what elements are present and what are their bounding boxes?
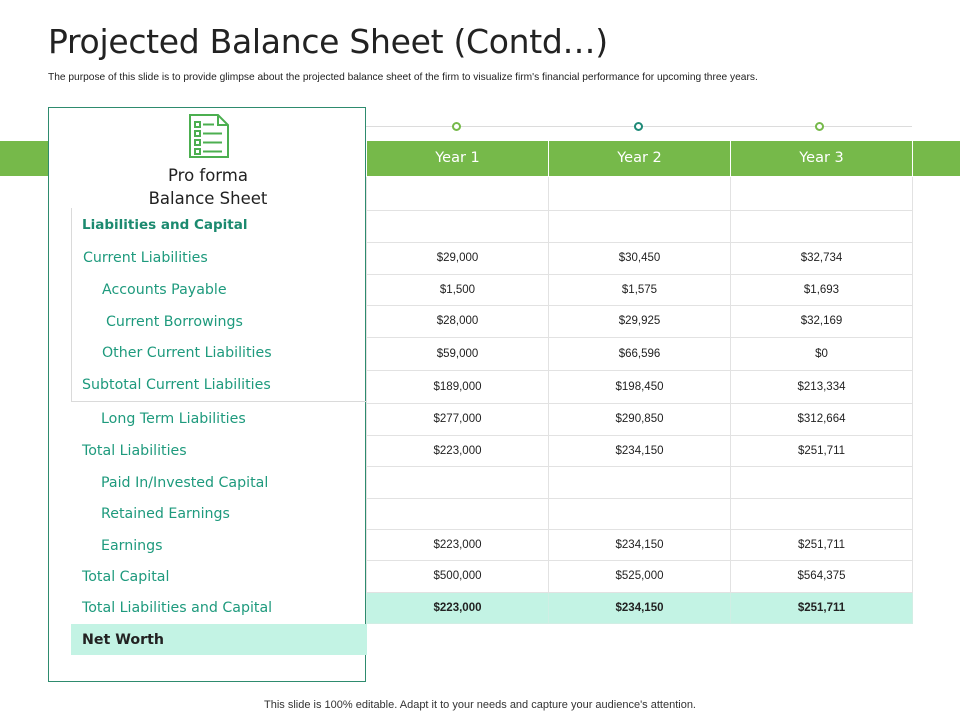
- value-row: [367, 466, 913, 498]
- year-header-3: Year 3: [731, 141, 913, 176]
- row-label: Paid In/Invested Capital: [101, 474, 269, 491]
- row-label: Subtotal Current Liabilities: [71, 369, 367, 402]
- timeline-dot-year-1: [452, 122, 461, 131]
- value-row: [367, 210, 913, 242]
- value-row: [367, 274, 913, 305]
- checklist-document-icon: [186, 113, 232, 159]
- value-cell: $312,664: [731, 403, 913, 435]
- value-cell: $1,693: [731, 274, 913, 305]
- value-cell: $59,000: [367, 337, 549, 370]
- value-cell: [367, 176, 549, 210]
- value-cell: [549, 498, 731, 529]
- value-cell: $29,925: [549, 305, 731, 337]
- value-cell: $29,000: [367, 242, 549, 274]
- panel-title-line-1: Pro forma: [167, 166, 248, 185]
- timeline-dot-year-2: [634, 122, 643, 131]
- value-cell: $28,000: [367, 305, 549, 337]
- value-cell: $0: [731, 337, 913, 370]
- value-cell: $251,711: [731, 529, 913, 560]
- value-cell: $30,450: [549, 242, 731, 274]
- value-row: [367, 176, 913, 210]
- value-cell: $223,000: [367, 435, 549, 466]
- value-cell: $66,596: [549, 337, 731, 370]
- value-row: [367, 560, 913, 592]
- value-cell: $223,000: [367, 592, 549, 623]
- value-cell: $564,375: [731, 560, 913, 592]
- panel-title: [49, 164, 367, 210]
- row-labels: [71, 208, 367, 655]
- value-cell: $251,711: [731, 435, 913, 466]
- value-cell: $189,000: [367, 370, 549, 403]
- value-cell: $198,450: [549, 370, 731, 403]
- header-band-right: [911, 141, 960, 176]
- year-header-row: [367, 141, 913, 176]
- value-cell: [731, 466, 913, 498]
- row-label: Other Current Liabilities: [71, 337, 367, 369]
- value-cell: $251,711: [731, 592, 913, 623]
- value-cell: $277,000: [367, 403, 549, 435]
- value-cell: [367, 498, 549, 529]
- value-cell: $500,000: [367, 560, 549, 592]
- row-label: Earnings: [101, 537, 163, 554]
- value-row: [367, 403, 913, 435]
- row-label: Liabilities and Capital: [71, 208, 367, 242]
- row-label: Current Borrowings: [71, 306, 367, 337]
- value-cell: $525,000: [549, 560, 731, 592]
- value-cell: [731, 210, 913, 242]
- slide-subtitle: The purpose of this slide is to provide glimpse about the projected balance sheet of the firm to visualize firm's financial performance for upcoming three years.: [48, 72, 758, 83]
- year-values-table: [366, 141, 913, 624]
- row-label: Long Term Liabilities: [101, 410, 246, 427]
- value-cell: [549, 210, 731, 242]
- row-label: Total Liabilities: [82, 443, 187, 459]
- value-cell: $234,150: [549, 529, 731, 560]
- value-cell: $234,150: [549, 592, 731, 623]
- row-label: Retained Earnings: [101, 506, 230, 522]
- value-cell: $32,169: [731, 305, 913, 337]
- value-cell: $290,850: [549, 403, 731, 435]
- value-row: [367, 305, 913, 337]
- value-row: [367, 242, 913, 274]
- panel-title-line-2: Balance Sheet: [148, 189, 268, 208]
- slide-title: Projected Balance Sheet (Contd…): [48, 22, 608, 61]
- value-row: [367, 498, 913, 529]
- header-band-left: [0, 141, 50, 176]
- value-row: [367, 370, 913, 403]
- value-cell: $223,000: [367, 529, 549, 560]
- timeline-dot-year-3: [815, 122, 824, 131]
- row-label: Total Liabilities and Capital: [82, 600, 273, 616]
- value-row: [367, 529, 913, 560]
- value-cell: [731, 176, 913, 210]
- year-header-1: Year 1: [367, 141, 549, 176]
- row-label: Net Worth: [71, 624, 367, 655]
- value-cell: [367, 466, 549, 498]
- row-label: Current Liabilities: [71, 242, 367, 274]
- value-cell: $1,575: [549, 274, 731, 305]
- value-row: [367, 592, 913, 623]
- value-cell: [367, 210, 549, 242]
- row-label: Total Capital: [82, 568, 170, 585]
- value-cell: [731, 498, 913, 529]
- value-cell: [549, 466, 731, 498]
- value-cell: $213,334: [731, 370, 913, 403]
- value-cell: [549, 176, 731, 210]
- year-header-2: Year 2: [549, 141, 731, 176]
- row-label: Accounts Payable: [71, 274, 367, 306]
- value-cell: $32,734: [731, 242, 913, 274]
- value-row: [367, 435, 913, 466]
- value-cell: $234,150: [549, 435, 731, 466]
- value-row: [367, 337, 913, 370]
- footer-note: This slide is 100% editable. Adapt it to your needs and capture your audience's attention.: [264, 699, 696, 711]
- value-cell: $1,500: [367, 274, 549, 305]
